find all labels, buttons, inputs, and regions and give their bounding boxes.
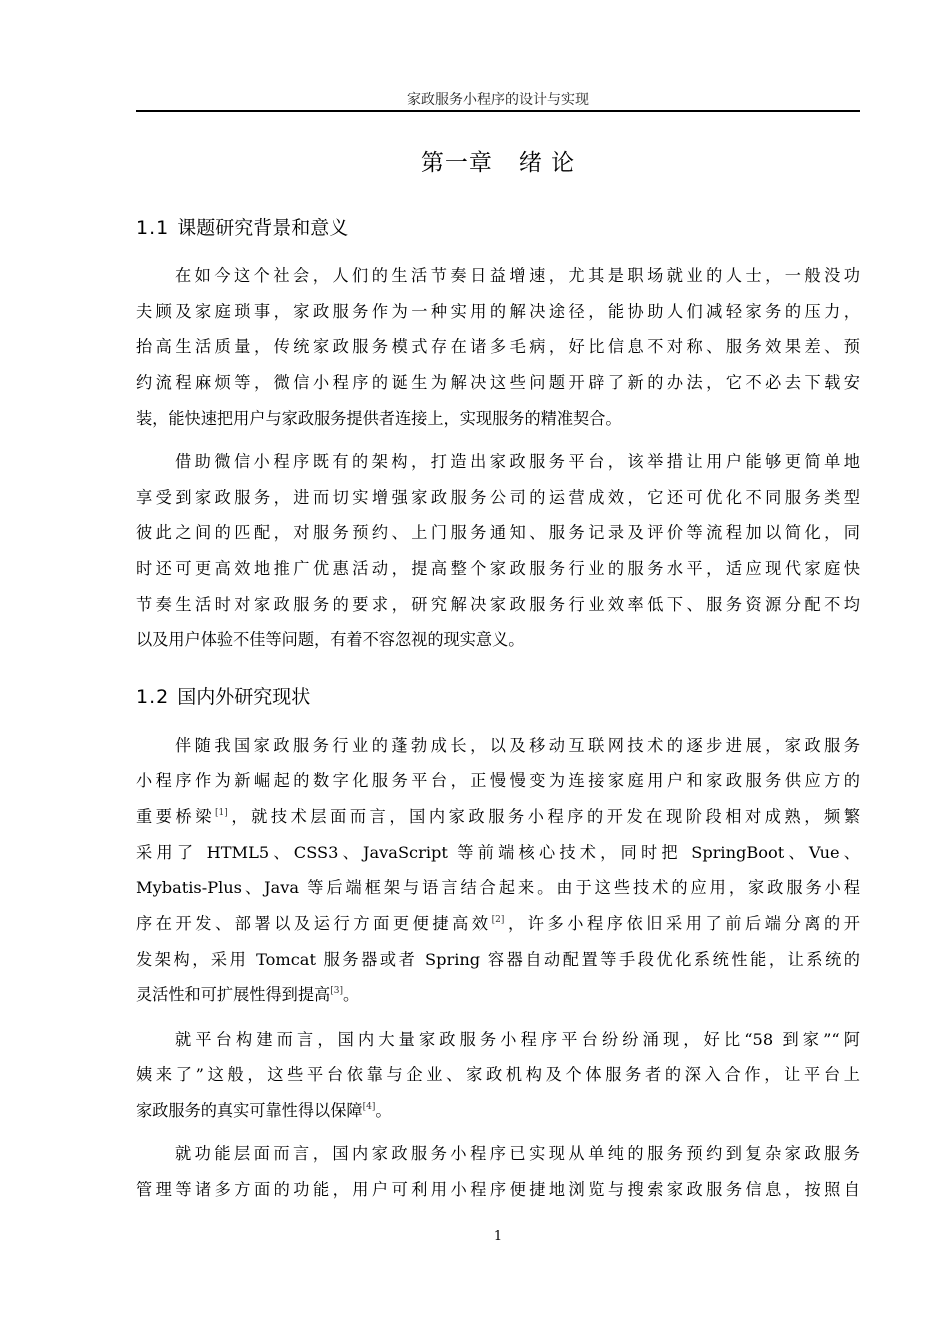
paragraph-line: 借助微信小程序既有的架构，打造出家政服务平台，该举措让用户能够更简单地	[175, 452, 860, 471]
text-run: 。	[375, 1101, 392, 1120]
paragraph-line	[136, 984, 860, 1006]
paragraph-line: 节奏生活时对家政服务的要求，研究解决家政服务行业效率低下、服务资源分配不均	[136, 595, 860, 614]
paragraph-line: 发架构，采用 Tomcat 服务器或者 Spring 容器自动配置等手段优化系统性能，让系统的	[136, 950, 860, 969]
chapter-number: 第一章	[420, 150, 493, 176]
paragraph-line: 伴随我国家政服务行业的蓬勃成长，以及移动互联网技术的逐步进展，家政服务	[175, 736, 860, 755]
paragraph-line: 以及用户体验不佳等问题，有着不容忽视的现实意义。	[136, 630, 525, 649]
section-title-text: 课题研究背景和意义	[177, 217, 349, 239]
text-run: 。	[343, 985, 360, 1004]
text-run: 灵活性和可扩展性得到提高	[136, 985, 331, 1004]
paragraph-line: 小程序作为新崛起的数字化服务平台，正慢慢变为连接家庭用户和家政服务供应方的	[136, 771, 860, 790]
paragraph-line: 采用了 HTML5、CSS3、JavaScript 等前端核心技术，同时把 SpringBoot、Vue、	[136, 843, 860, 862]
chapter-title	[136, 148, 860, 178]
paragraph-line	[136, 1100, 860, 1122]
paragraph-line: 管理等诸多方面的功能，用户可利用小程序便捷地浏览与搜索家政服务信息，按照自	[136, 1180, 860, 1199]
paragraph-line: 姨来了”这般，这些平台依靠与企业、家政机构及个体服务者的深入合作，让平台上	[136, 1065, 860, 1084]
paragraph-line: 就平台构建而言，国内大量家政服务小程序平台纷纷涌现，好比“58 到家”“阿	[175, 1030, 860, 1049]
paragraph-line: 装，能快速把用户与家政服务提供者连接上，实现服务的精准契合。	[136, 409, 622, 428]
citation-marker[interactable]: [2]	[491, 915, 505, 925]
citation-marker[interactable]: [1]	[215, 808, 228, 818]
paragraph-line: 约流程麻烦等，微信小程序的诞生为解决这些问题开辟了新的办法，它不必去下载安	[136, 373, 860, 392]
paragraph-line: 享受到家政服务，进而切实增强家政服务公司的运营成效，它还可优化不同服务类型	[136, 488, 860, 507]
page-number: 1	[493, 1229, 503, 1244]
section-title-text: 国内外研究现状	[177, 686, 311, 708]
paragraph-line: 就功能层面而言，国内家政服务小程序已实现从单纯的服务预约到复杂家政服务	[175, 1144, 860, 1163]
text-run: ，许多小程序依旧采用了前后端分离的开	[504, 914, 860, 933]
paragraph-line: 彼此之间的匹配，对服务预约、上门服务通知、服务记录及评价等流程加以简化，同	[136, 523, 860, 542]
paragraph-line: 抬高生活质量，传统家政服务模式存在诸多毛病，好比信息不对称、服务效果差、预	[136, 337, 860, 356]
section-heading-1-2	[136, 685, 310, 709]
section-heading-1-1	[136, 216, 348, 240]
header-rule	[136, 110, 860, 112]
paragraph-line: 在如今这个社会，人们的生活节奏日益增速，尤其是职场就业的人士，一般没功	[175, 266, 860, 285]
text-run: 家政服务的真实可靠性得以保障	[136, 1101, 363, 1120]
section-number: 1.1	[136, 217, 170, 239]
section-number: 1.2	[136, 686, 170, 708]
citation-marker[interactable]: [4]	[362, 1102, 376, 1112]
paragraph-line: Mybatis-Plus、Java 等后端框架与语言结合起来。由于这些技术的应用，家政服务小程	[136, 878, 860, 897]
paragraph-line: 时还可更高效地推广优惠活动，提高整个家政服务行业的服务水平，适应现代家庭快	[136, 559, 860, 578]
chapter-name: 绪 论	[518, 150, 576, 176]
text-run: 重要桥梁	[136, 807, 216, 826]
paragraph-line	[136, 806, 860, 828]
paragraph-line	[136, 913, 860, 935]
running-header: 家政服务小程序的设计与实现	[407, 92, 589, 108]
text-run: 序在开发、部署以及运行方面更便捷高效	[136, 914, 492, 933]
text-run: ，就技术层面而言，国内家政服务小程序的开发在现阶段相对成熟，频繁	[227, 807, 861, 826]
citation-marker[interactable]: [3]	[330, 986, 343, 996]
paragraph-line: 夫顾及家庭琐事，家政服务作为一种实用的解决途径，能协助人们减轻家务的压力，	[136, 302, 860, 321]
